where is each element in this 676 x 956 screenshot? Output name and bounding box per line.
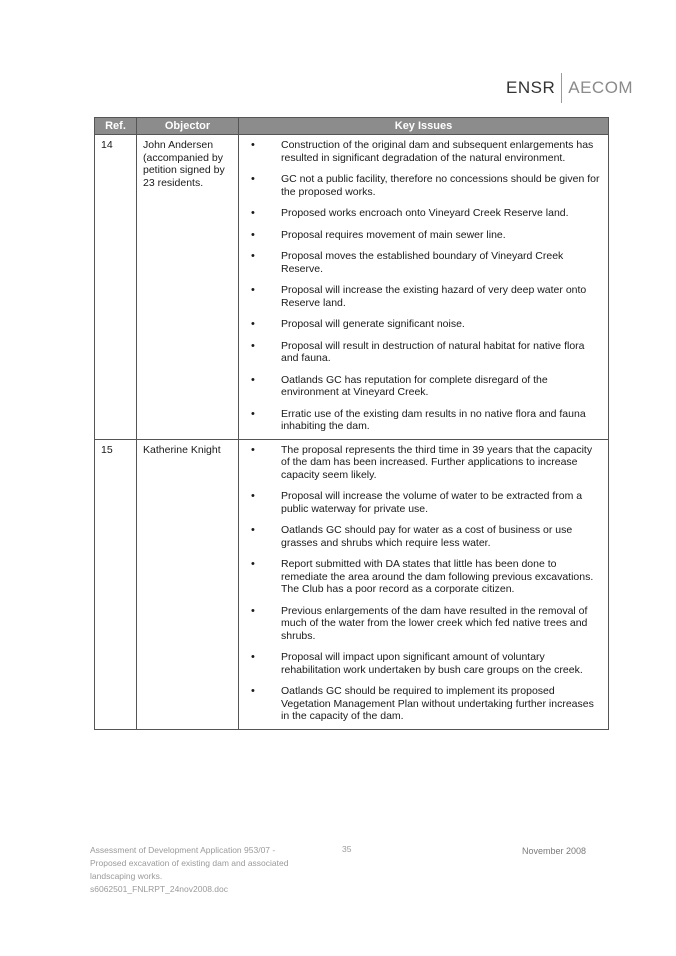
list-item: • Proposal will result in destruction of natural habitat for native flora and fauna. (251, 339, 585, 364)
footer-line: Proposed excavation of existing dam and associated (90, 858, 289, 868)
company-logo (506, 73, 633, 103)
footer-line: Assessment of Development Application 953/07 - (90, 845, 276, 855)
list-item: • Proposal will generate significant noise. (251, 318, 465, 330)
bullet-icon: • (251, 685, 255, 697)
footer-line: landscaping works. (90, 871, 163, 881)
bullet-icon: • (251, 443, 255, 456)
bullet-icon: • (251, 228, 255, 241)
bullet-icon: • (251, 407, 255, 420)
bullet-icon: • (251, 284, 255, 296)
logo-divider (561, 73, 562, 103)
bullet-icon: • (251, 604, 255, 617)
list-item: • Proposal will impact upon significant amount of voluntary rehabilitation work undertaken by bush care groups on the creek. (251, 651, 583, 676)
list-item: • Oatlands GC has reputation for complete disregard of the environment at Vineyard Creek. (251, 373, 548, 398)
list-item: • Proposal moves the established boundary of Vineyard Creek Reserve. (251, 250, 564, 275)
bullet-icon: • (251, 524, 255, 536)
header-key-issues: Key Issues (239, 118, 609, 135)
document-footer (90, 844, 288, 896)
bullet-icon: • (251, 651, 255, 663)
bullet-icon: • (251, 139, 255, 151)
bullet-icon: • (251, 490, 255, 502)
row-key-issues (239, 135, 609, 440)
bullet-icon: • (251, 339, 255, 352)
table-row (95, 135, 609, 440)
list-item: • Oatlands GC should be required to implement its proposed Vegetation Management Plan without undertaking further increases in the capacity of the dam. (251, 685, 594, 722)
bullet-icon: • (251, 373, 255, 386)
list-item: • Proposal will increase the volume of water to be extracted from a public waterway for private use. (251, 490, 583, 515)
row-key-issues (239, 439, 609, 729)
list-item: • The proposal represents the third time in 39 years that the capacity of the dam has been increased. Further applications to increase capacity seem likely. (251, 443, 593, 481)
bullet-icon: • (251, 173, 255, 185)
list-item: • Proposal will increase the existing hazard of very deep water onto Reserve land. (251, 284, 587, 309)
objections-table (94, 117, 609, 730)
bullet-icon: • (251, 250, 255, 262)
bullet-icon: • (251, 558, 255, 570)
bullet-icon: • (251, 318, 255, 330)
row-objector: Katherine Knight (137, 439, 239, 729)
page-number: 35 (342, 844, 352, 854)
header-objector: Objector (137, 118, 239, 135)
bullet-icon: • (251, 207, 255, 219)
table-header-row (95, 118, 609, 135)
list-item: • Previous enlargements of the dam have resulted in the removal of much of the water from the lower creek which fed native trees and shrubs. (251, 604, 588, 642)
list-item: • GC not a public facility, therefore no concessions should be given for the proposed works. (251, 173, 600, 198)
logo-ensr: ENSR (506, 78, 556, 97)
row-ref: 15 (95, 439, 137, 729)
row-ref: 14 (95, 135, 137, 440)
list-item: • Construction of the original dam and subsequent enlargements has resulted in significant degradation of the natural environment. (251, 139, 594, 164)
list-item: • Proposed works encroach onto Vineyard Creek Reserve land. (251, 207, 569, 219)
list-item: • Oatlands GC should pay for water as a cost of business or use grasses and shrubs which require less water. (251, 524, 573, 549)
footer-filename: s6062501_FNLRPT_24nov2008.doc (90, 884, 228, 894)
list-item: • Erratic use of the existing dam results in no native flora and fauna inhabiting the dam. (251, 407, 586, 432)
logo-aecom: AECOM (568, 78, 634, 97)
list-item: • Proposal requires movement of main sewer line. (251, 228, 506, 241)
row-objector: John Andersen (accompanied by petition signed by 23 residents. (137, 135, 239, 440)
list-item: • Report submitted with DA states that little has been done to remediate the area around the dam following previous excavations. The Club has a poor record as a corporate citizen. (251, 558, 594, 595)
table-row (95, 439, 609, 729)
footer-date: November 2008 (522, 846, 587, 856)
header-ref: Ref. (95, 118, 137, 135)
